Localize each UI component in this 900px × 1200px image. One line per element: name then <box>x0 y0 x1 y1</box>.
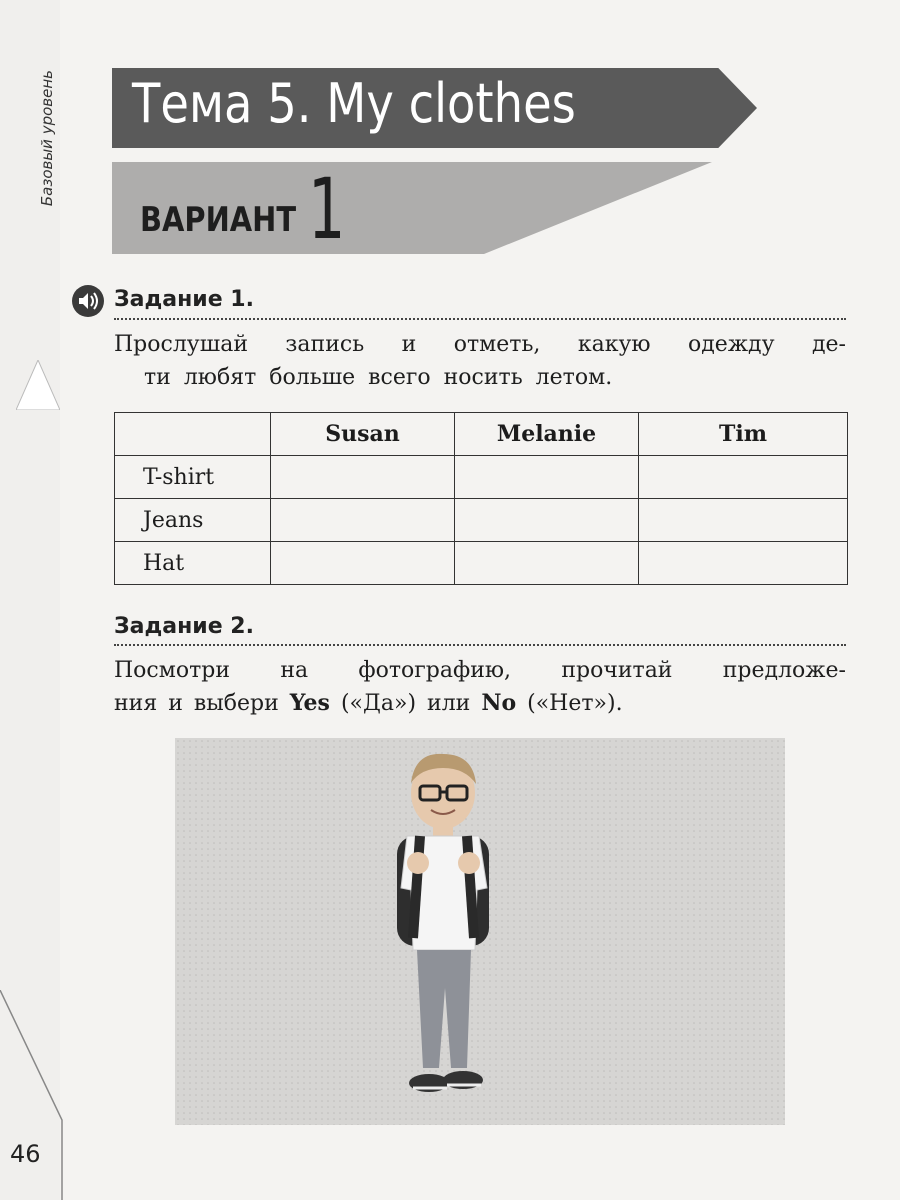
answer-cell[interactable] <box>271 456 455 499</box>
answer-cell[interactable] <box>639 542 848 585</box>
audio-speaker-icon[interactable] <box>72 285 104 317</box>
answer-cell[interactable] <box>639 456 848 499</box>
margin-arrow <box>16 360 60 410</box>
answer-cell[interactable] <box>271 542 455 585</box>
answer-cell[interactable] <box>455 456 639 499</box>
no-option: No <box>481 690 517 716</box>
table-header-cell <box>115 413 271 456</box>
answer-table <box>114 412 848 585</box>
page-number: 46 <box>10 1140 41 1168</box>
child-photo <box>175 738 785 1125</box>
task1-heading: Задание 1. <box>114 287 254 312</box>
task1-text-line2: ти любят больше всего носить летом. <box>144 365 613 390</box>
task2-text-part: ния и выбери <box>114 691 290 716</box>
table-header-cell: Melanie <box>455 413 639 456</box>
level-label: Базовый уровень <box>38 70 56 207</box>
row-label: Hat <box>115 542 271 585</box>
row-label: T-shirt <box>115 456 271 499</box>
variant-label: ВАРИАНТ <box>140 200 297 240</box>
task2-heading: Задание 2. <box>114 614 254 639</box>
task2-text-line2 <box>114 687 846 720</box>
task2-instructions <box>114 654 846 720</box>
answer-cell[interactable] <box>455 542 639 585</box>
answer-cell[interactable] <box>639 499 848 542</box>
task1-instructions <box>114 328 846 394</box>
table-row <box>115 456 848 499</box>
margin-tab-shape <box>0 990 70 1200</box>
topic-title: Тема 5. My clothes <box>132 72 576 135</box>
answer-cell[interactable] <box>455 499 639 542</box>
task2-text-part: («Нет»). <box>516 691 623 716</box>
table-header-cell: Tim <box>639 413 848 456</box>
row-label: Jeans <box>115 499 271 542</box>
table-row <box>115 499 848 542</box>
answer-cell[interactable] <box>271 499 455 542</box>
task1-text-line1: Прослушай запись и отметь, какую одежду де- <box>114 332 846 357</box>
yes-option: Yes <box>289 690 330 716</box>
table-header-row <box>115 413 848 456</box>
child-with-backpack-illustration <box>175 738 785 1125</box>
table-header-cell: Susan <box>271 413 455 456</box>
task2-text-part: («Да») или <box>329 691 482 716</box>
task1-divider <box>114 318 846 320</box>
table-row <box>115 542 848 585</box>
task2-divider <box>114 644 846 646</box>
variant-number: 1 <box>308 160 346 258</box>
task2-text-line1: Посмотри на фотографию, прочитай предложе- <box>114 658 846 683</box>
